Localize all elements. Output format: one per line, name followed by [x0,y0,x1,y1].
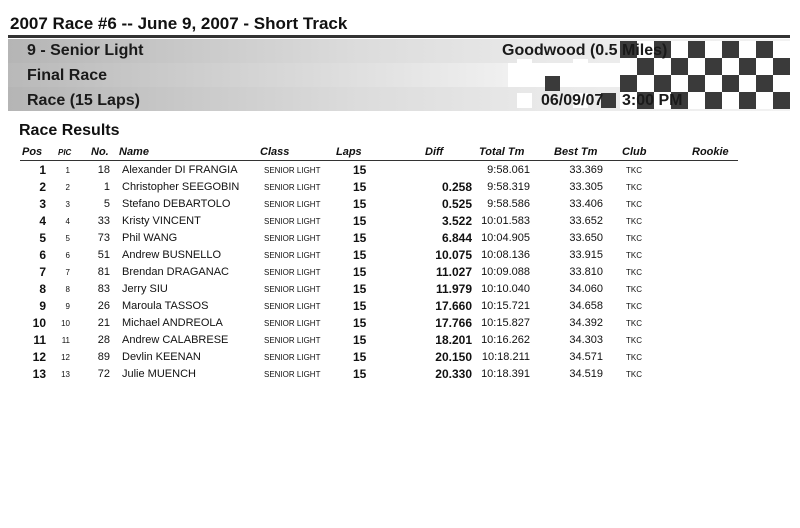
cell-pos: 6 [39,248,46,262]
header-best: Best Tm [554,146,598,158]
checker-square [654,58,671,75]
cell-total: 10:08.136 [481,249,530,261]
cell-name: Michael ANDREOLA [122,317,223,329]
header-total: Total Tm [479,146,525,158]
checker-square [722,92,739,109]
checker-square [705,92,722,109]
cell-best: 33.305 [569,181,603,193]
cell-best: 34.303 [569,334,603,346]
cell-class: SENIOR LIGHT [264,217,321,226]
cell-total: 9:58.319 [487,181,530,193]
cell-no: 26 [97,300,110,312]
section-heading: Race Results [19,122,120,139]
checker-square [773,58,790,75]
cell-name: Devlin KEENAN [122,351,201,363]
cell-pic: 3 [65,200,70,209]
table-row [0,162,800,179]
cell-club: TKC [626,183,642,192]
cell-club: TKC [626,370,642,379]
cell-pos: 5 [39,231,46,245]
cell-pic: 11 [61,336,70,345]
banner-class-name: 9 - Senior Light [27,42,144,59]
checker-square [573,59,588,74]
checker-square [705,58,722,75]
cell-best: 33.810 [569,266,603,278]
cell-laps: 15 [353,282,367,296]
page-title: 2007 Race #6 -- June 9, 2007 - Short Track [10,14,348,33]
cell-no: 5 [103,198,110,210]
checker-square [545,76,560,91]
cell-name: Andrew CALABRESE [122,334,229,346]
cell-class: SENIOR LIGHT [264,166,321,175]
cell-club: TKC [626,217,642,226]
cell-total: 9:58.061 [487,164,530,176]
table-row [0,315,800,332]
cell-class: SENIOR LIGHT [264,200,321,209]
checker-square [688,75,705,92]
checker-square [620,75,637,92]
cell-total: 10:18.391 [481,368,530,380]
header-class: Class [260,146,290,158]
checker-square [773,75,790,92]
cell-pic: 7 [65,268,70,277]
cell-pic: 5 [65,234,70,243]
header-name: Name [119,146,149,158]
checker-square [654,75,671,92]
checker-square [722,41,739,58]
cell-class: SENIOR LIGHT [264,302,321,311]
cell-laps: 15 [353,333,367,347]
checker-square [637,75,654,92]
table-row [0,179,800,196]
checker-square [688,92,705,109]
cell-no: 1 [103,181,110,193]
checker-square [722,58,739,75]
cell-diff: 17.766 [435,316,472,330]
cell-laps: 15 [353,163,367,177]
banner-session: Final Race [27,67,108,84]
cell-name: Jerry SIU [122,283,168,295]
cell-class: SENIOR LIGHT [264,234,321,243]
checker-square [671,58,688,75]
banner-track: Goodwood (0.5 Miles) [502,42,668,59]
cell-no: 21 [97,317,110,329]
checker-square [739,58,756,75]
cell-no: 81 [97,266,110,278]
cell-laps: 15 [353,299,367,313]
cell-name: Brendan DRAGANAC [122,266,229,278]
cell-club: TKC [626,302,642,311]
cell-name: Alexander DI FRANGIA [122,164,238,176]
cell-laps: 15 [353,316,367,330]
cell-pic: 2 [65,183,70,192]
checker-square [517,59,532,74]
cell-pos: 11 [33,333,46,347]
cell-no: 89 [97,351,110,363]
cell-diff: 20.330 [435,367,472,381]
cell-best: 33.915 [569,249,603,261]
cell-best: 33.650 [569,232,603,244]
cell-no: 33 [97,215,110,227]
table-row [0,281,800,298]
table-row [0,366,800,383]
cell-laps: 15 [353,180,367,194]
cell-club: TKC [626,268,642,277]
cell-pic: 10 [61,319,70,328]
cell-pic: 13 [61,370,70,379]
cell-diff: 6.844 [441,231,472,245]
cell-laps: 15 [353,197,367,211]
cell-diff: 11.979 [435,282,472,296]
table-row [0,213,800,230]
cell-best: 34.392 [569,317,603,329]
cell-name: Julie MUENCH [122,368,196,380]
cell-club: TKC [626,234,642,243]
cell-club: TKC [626,200,642,209]
checker-square [671,75,688,92]
cell-pic: 4 [65,217,70,226]
race-info-banner [8,39,790,111]
cell-diff: 11.027 [435,265,472,279]
cell-name: Andrew BUSNELLO [122,249,222,261]
header-no: No. [91,146,109,158]
cell-pos: 7 [39,265,46,279]
header-club: Club [622,146,647,158]
cell-best: 34.060 [569,283,603,295]
checker-square [517,93,532,108]
cell-diff: 18.201 [435,333,472,347]
cell-class: SENIOR LIGHT [264,370,321,379]
cell-laps: 15 [353,367,367,381]
cell-pos: 2 [39,180,46,194]
cell-pos: 10 [32,316,46,330]
checker-square [705,41,722,58]
cell-no: 73 [97,232,110,244]
cell-name: Christopher SEEGOBIN [122,181,240,193]
cell-pos: 4 [39,214,46,228]
banner-date: 06/09/07 [541,92,604,109]
cell-best: 33.652 [569,215,603,227]
cell-no: 28 [97,334,110,346]
checker-square [705,75,722,92]
cell-laps: 15 [353,214,367,228]
checker-square [671,41,688,58]
cell-total: 10:04.905 [481,232,530,244]
cell-pos: 8 [39,282,46,296]
header-laps: Laps [336,146,362,158]
cell-club: TKC [626,285,642,294]
cell-laps: 15 [353,265,367,279]
checker-square [688,58,705,75]
cell-diff: 3.522 [441,214,472,228]
cell-class: SENIOR LIGHT [264,319,321,328]
cell-pos: 9 [39,299,46,313]
cell-name: Phil WANG [122,232,178,244]
table-row [0,247,800,264]
cell-diff: 0.258 [441,180,472,194]
cell-pos: 3 [39,197,46,211]
cell-club: TKC [626,251,642,260]
table-row [0,264,800,281]
cell-no: 51 [97,249,110,261]
cell-total: 9:58.586 [487,198,530,210]
cell-total: 10:18.211 [481,351,530,363]
table-row [0,196,800,213]
cell-diff: 20.150 [435,350,472,364]
cell-club: TKC [626,166,642,175]
cell-laps: 15 [353,231,367,245]
cell-class: SENIOR LIGHT [264,268,321,277]
cell-name: Kristy VINCENT [122,215,201,227]
cell-pos: 13 [32,367,46,381]
cell-pic: 12 [61,353,70,362]
checker-square [756,41,773,58]
cell-total: 10:10.040 [481,283,530,295]
cell-best: 34.519 [569,368,603,380]
cell-total: 10:15.827 [481,317,530,329]
cell-total: 10:16.262 [481,334,530,346]
cell-diff: 0.525 [441,197,472,211]
table-row [0,230,800,247]
cell-pic: 1 [65,166,70,175]
cell-pic: 9 [65,302,70,311]
cell-class: SENIOR LIGHT [264,336,321,345]
checker-square [620,58,637,75]
cell-pos: 1 [39,163,46,177]
cell-total: 10:01.583 [481,215,530,227]
cell-best: 34.571 [569,351,603,363]
cell-no: 18 [97,164,110,176]
cell-laps: 15 [353,350,367,364]
cell-club: TKC [626,319,642,328]
checker-square [773,41,790,58]
cell-best: 33.406 [569,198,603,210]
cell-pos: 12 [32,350,46,364]
cell-name: Stefano DEBARTOLO [122,198,231,210]
cell-pic: 8 [65,285,70,294]
cell-diff: 10.075 [435,248,472,262]
cell-no: 83 [97,283,110,295]
banner-race-laps: Race (15 Laps) [27,92,140,109]
header-pic: PIC [58,148,72,157]
checker-square [773,92,790,109]
cell-best: 33.369 [569,164,603,176]
cell-club: TKC [626,336,642,345]
title-divider [8,35,790,38]
cell-class: SENIOR LIGHT [264,353,321,362]
header-diff: Diff [425,146,444,158]
cell-name: Maroula TASSOS [122,300,209,312]
table-row [0,298,800,315]
cell-total: 10:15.721 [481,300,530,312]
cell-diff: 17.660 [435,299,472,313]
checker-square [637,58,654,75]
table-row [0,349,800,366]
header-pos: Pos [22,146,43,158]
checker-square [739,41,756,58]
checker-square [756,92,773,109]
header-rookie: Rookie [692,146,729,158]
cell-laps: 15 [353,248,367,262]
cell-class: SENIOR LIGHT [264,183,321,192]
checker-square [739,92,756,109]
cell-total: 10:09.088 [481,266,530,278]
cell-pic: 6 [65,251,70,260]
cell-best: 34.658 [569,300,603,312]
checker-square [756,58,773,75]
cell-class: SENIOR LIGHT [264,285,321,294]
table-row [0,332,800,349]
banner-time: 3:00 PM [622,92,683,109]
header-divider [20,160,738,161]
checker-square [739,75,756,92]
cell-no: 72 [97,368,110,380]
cell-club: TKC [626,353,642,362]
checker-square [722,75,739,92]
checker-square [688,41,705,58]
checker-square [756,75,773,92]
cell-class: SENIOR LIGHT [264,251,321,260]
